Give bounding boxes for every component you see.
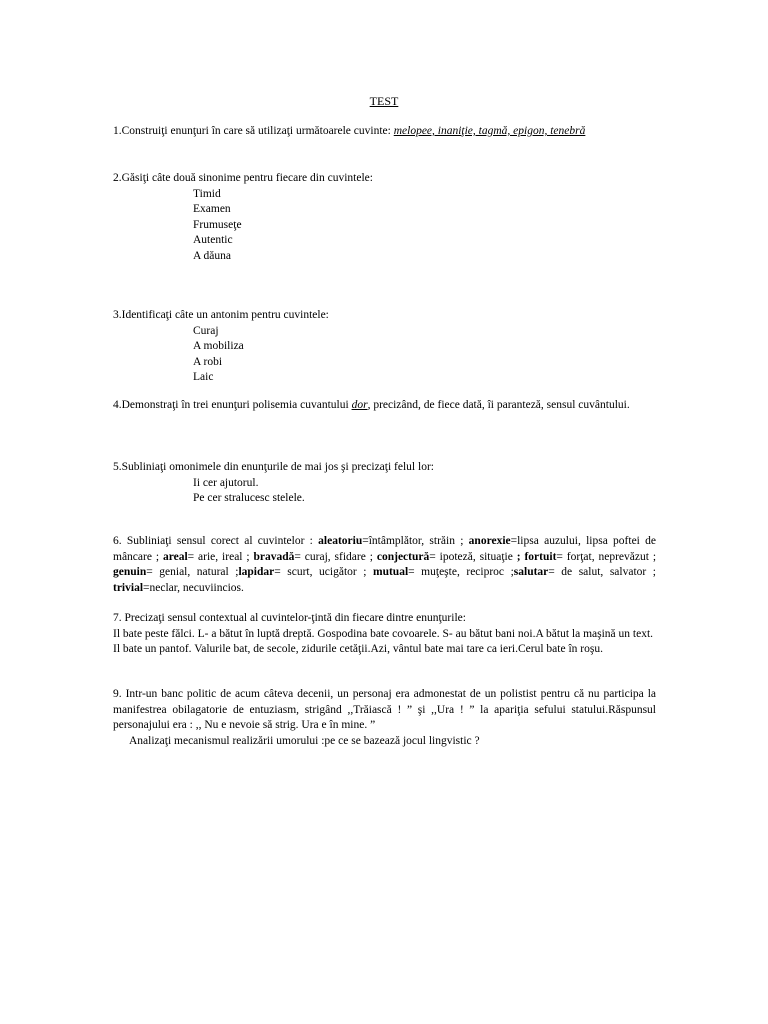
question-7-sentences: Il bate peste fălci. L- a bătut în luptă dreptă. Gospodina bate covoarele. S- au bătut bani noi.A bătut la maşină un text. Il bate un pantof. Valurile bat, de secole, zidurile cetăţii.Azi, vântul bate mai tare ca ieri.Cerul bate în roşu.: [113, 627, 654, 655]
question-2-text: 2.Găsiţi câte două sinonime pentru fiecare din cuvintele:: [113, 172, 373, 184]
term: mutual: [373, 566, 409, 578]
word-item: Frumuseţe: [193, 218, 242, 231]
term: aleatoriu: [318, 535, 363, 547]
word-item: A robi: [193, 355, 223, 368]
question-1: [113, 124, 656, 140]
page-title: TEST: [369, 94, 399, 108]
term: conjectură: [376, 550, 430, 563]
term-definition: =întâmplător, străin ;: [362, 535, 469, 547]
term: genuin: [113, 566, 147, 578]
term-definition: = ipoteză, situaţie: [429, 550, 517, 563]
question-1-words: melopee, inaniţie, tagmă, epigon, tenebră: [393, 125, 586, 137]
term-definition: = scurt, ucigător ;: [274, 566, 373, 578]
term: ; fortuit: [516, 550, 557, 563]
sentence-item: Ii cer ajutorul.: [193, 476, 259, 489]
question-4-text: 4.Demonstraţi în trei enunţuri polisemia cuvantului: [113, 399, 352, 411]
word-item: Timid: [193, 187, 221, 200]
question-3: [113, 308, 656, 386]
question-9: [113, 687, 656, 749]
question-4: [113, 398, 656, 414]
question-7: [113, 611, 656, 658]
term-definition: = forţat, neprevăzut ;: [556, 550, 657, 563]
question-4-suffix: , precizând, de fiece dată, îi paranteză, sensul cuvântului.: [367, 399, 630, 411]
question-6: [113, 534, 656, 596]
question-4-word: dor: [351, 399, 368, 411]
question-6-text: 6. Subliniaţi sensul corect al cuvintelor :: [113, 535, 319, 547]
term: trivial: [113, 581, 144, 594]
term-definition: =lipsa auzului, lipsa poftei de mâncare ;: [113, 535, 656, 563]
term-definition: = genial, natural ;: [146, 566, 239, 578]
word-item: Autentic: [193, 234, 233, 246]
term: lapidar: [238, 566, 275, 578]
term-definition: =neclar, necuviincios.: [143, 581, 244, 594]
word-item: Examen: [193, 203, 231, 215]
term: areal: [162, 550, 188, 563]
word-item: A dăuna: [193, 249, 232, 262]
word-item: Laic: [193, 371, 214, 383]
question-7-text: 7. Precizaţi sensul contextual al cuvintelor-ţintă din fiecare dintre enunţurile:: [113, 612, 466, 624]
term: anorexie: [468, 535, 511, 547]
question-3-text: 3.Identificaţi câte un antonim pentru cuvintele:: [113, 309, 329, 321]
sentence-item: Pe cer stralucesc stelele.: [193, 492, 305, 504]
term-definition: = curaj, sfidare ;: [294, 550, 377, 563]
question-1-text: 1.Construiţi enunţuri în care să utilizaţi următoarele cuvinte:: [113, 125, 394, 137]
question-9-text: 9. Intr-un banc politic de acum câteva decenii, un personaj era admonestat de un polistist pentru că nu participa la manifestrea obilagatorie de entuziasm, strigând ,,Trăiască ! ” şi ,,Ura ! ” la apariţia sefului statului.Răspunsul personajului era : ,, Nu e nevoie să strig. Ura e în mine. ”: [113, 688, 656, 731]
term: bravadă: [253, 550, 295, 563]
term-definition: = de salut, salvator ;: [548, 566, 656, 578]
word-item: Curaj: [193, 324, 219, 337]
question-5: [113, 460, 656, 507]
term: salutar: [513, 566, 549, 578]
term-definition: = muţeşte, reciproc ;: [408, 566, 514, 578]
question-2: [113, 171, 656, 264]
term-definition: = arie, ireal ;: [187, 550, 254, 563]
word-item: A mobiliza: [193, 340, 244, 352]
question-9-question: Analizaţi mecanismul realizării umorului :pe ce se bazează jocul lingvistic ?: [129, 734, 480, 747]
question-5-text: 5.Subliniaţi omonimele din enunţurile de mai jos şi precizaţi felul lor:: [113, 461, 434, 473]
